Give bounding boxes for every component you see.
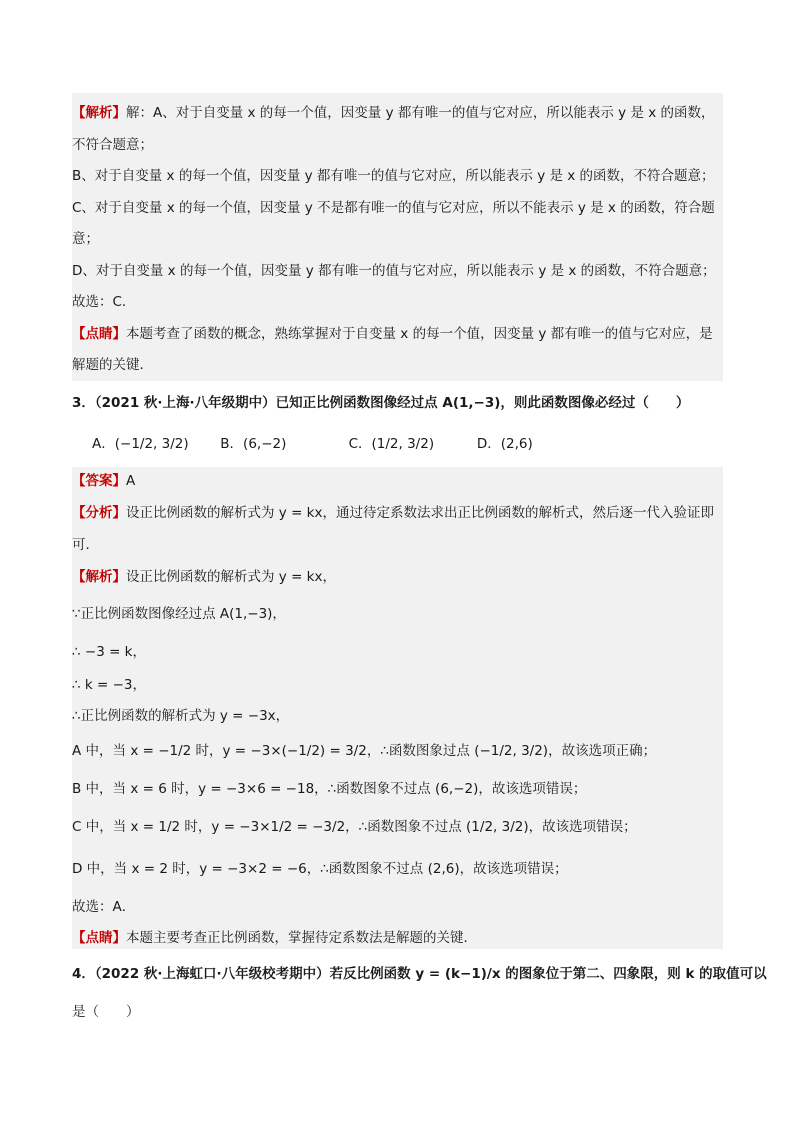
choose-line: 故选：A． — [72, 899, 136, 915]
solution-line: D 中，当 x = 2 时，y = −3×2 = −6，∴函数图象不过点 (2,6)，故该选项错误； — [72, 861, 568, 877]
explanation-line: B、对于自变量 x 的每一个值，因变量 y 都有唯一的值与它对应，所以能表示 y 是 x 的函数，不符合题意； — [72, 168, 715, 184]
solution-line: ∴ −3 = k， — [72, 644, 146, 660]
question-3-options — [72, 436, 743, 452]
section-tag: 【点睛】 — [72, 326, 126, 342]
tip-line: 【点睛】本题考查了函数的概念，熟练掌握对于自变量 x 的每一个值，因变量 y 都有唯一的值与它对应，是 — [72, 326, 713, 342]
section-tag: 【解析】 — [72, 569, 126, 585]
solution-line: 【解析】设正比例函数的解析式为 y = kx， — [72, 569, 336, 585]
analysis-line: 可． — [72, 537, 99, 553]
option-a: A．(−1/2, 3/2) — [92, 436, 189, 452]
question-4-stem: 4．（2022 秋·上海虹口·八年级校考期中）若反比例函数 y = (k−1)/x 的图象位于第二、四象限，则 k 的取值可以 — [72, 966, 767, 982]
solution-line: B 中，当 x = 6 时，y = −3×6 = −18，∴函数图象不过点 (6,−2)，故该选项错误； — [72, 781, 587, 797]
tip-line: 【点睛】本题主要考查正比例函数，掌握待定系数法是解题的关键． — [72, 930, 477, 946]
question-3-stem: 3．（2021 秋·上海·八年级期中）已知正比例函数图像经过点 A(1,−3)，则此函数图像必经过（ ） — [72, 395, 690, 411]
analysis-line: 【分析】设正比例函数的解析式为 y = kx，通过待定系数法求出正比例函数的解析式，然后逐一代入验证即 — [72, 505, 714, 521]
solution-line: ∴ k = −3， — [72, 677, 146, 693]
section-tag: 【答案】 — [72, 473, 126, 489]
explanation-line: 意； — [72, 231, 99, 247]
explanation-line: D、对于自变量 x 的每一个值，因变量 y 都有唯一的值与它对应，所以能表示 y 是 x 的函数，不符合题意； — [72, 263, 716, 279]
solution-line: ∴正比例函数的解析式为 y = −3x， — [72, 708, 290, 724]
solution-line: C 中，当 x = 1/2 时，y = −3×1/2 = −3/2，∴函数图象不过点 (1/2, 3/2)，故该选项错误； — [72, 819, 637, 835]
option-d: D．(2,6) — [476, 436, 533, 452]
tip-line: 解题的关键． — [72, 357, 153, 373]
explanation-line: 不符合题意； — [72, 137, 153, 153]
choose-line: 故选：C． — [72, 294, 136, 310]
explanation-line: C、对于自变量 x 的每一个值，因变量 y 不是都有唯一的值与它对应，所以不能表示 y 是 x 的函数，符合题 — [72, 200, 715, 216]
explanation-line: 【解析】解：A、对于自变量 x 的每一个值，因变量 y 都有唯一的值与它对应，所以能表示 y 是 x 的函数， — [72, 105, 715, 121]
answer-line: 【答案】A — [72, 473, 136, 489]
solution-line: ∵正比例函数图像经过点 A(1,−3)， — [72, 606, 286, 622]
section-tag: 【点睛】 — [72, 930, 126, 946]
option-c: C．(1/2, 3/2) — [348, 436, 435, 452]
solution-line: A 中，当 x = −1/2 时，y = −3×(−1/2) = 3/2，∴函数图象过点 (−1/2, 3/2)，故该选项正确； — [72, 743, 657, 759]
section-tag: 【解析】 — [72, 105, 126, 121]
option-b: B．(6,−2) — [220, 436, 287, 452]
question-4-stem-continued: 是（ ） — [72, 1004, 140, 1020]
section-tag: 【分析】 — [72, 505, 126, 521]
